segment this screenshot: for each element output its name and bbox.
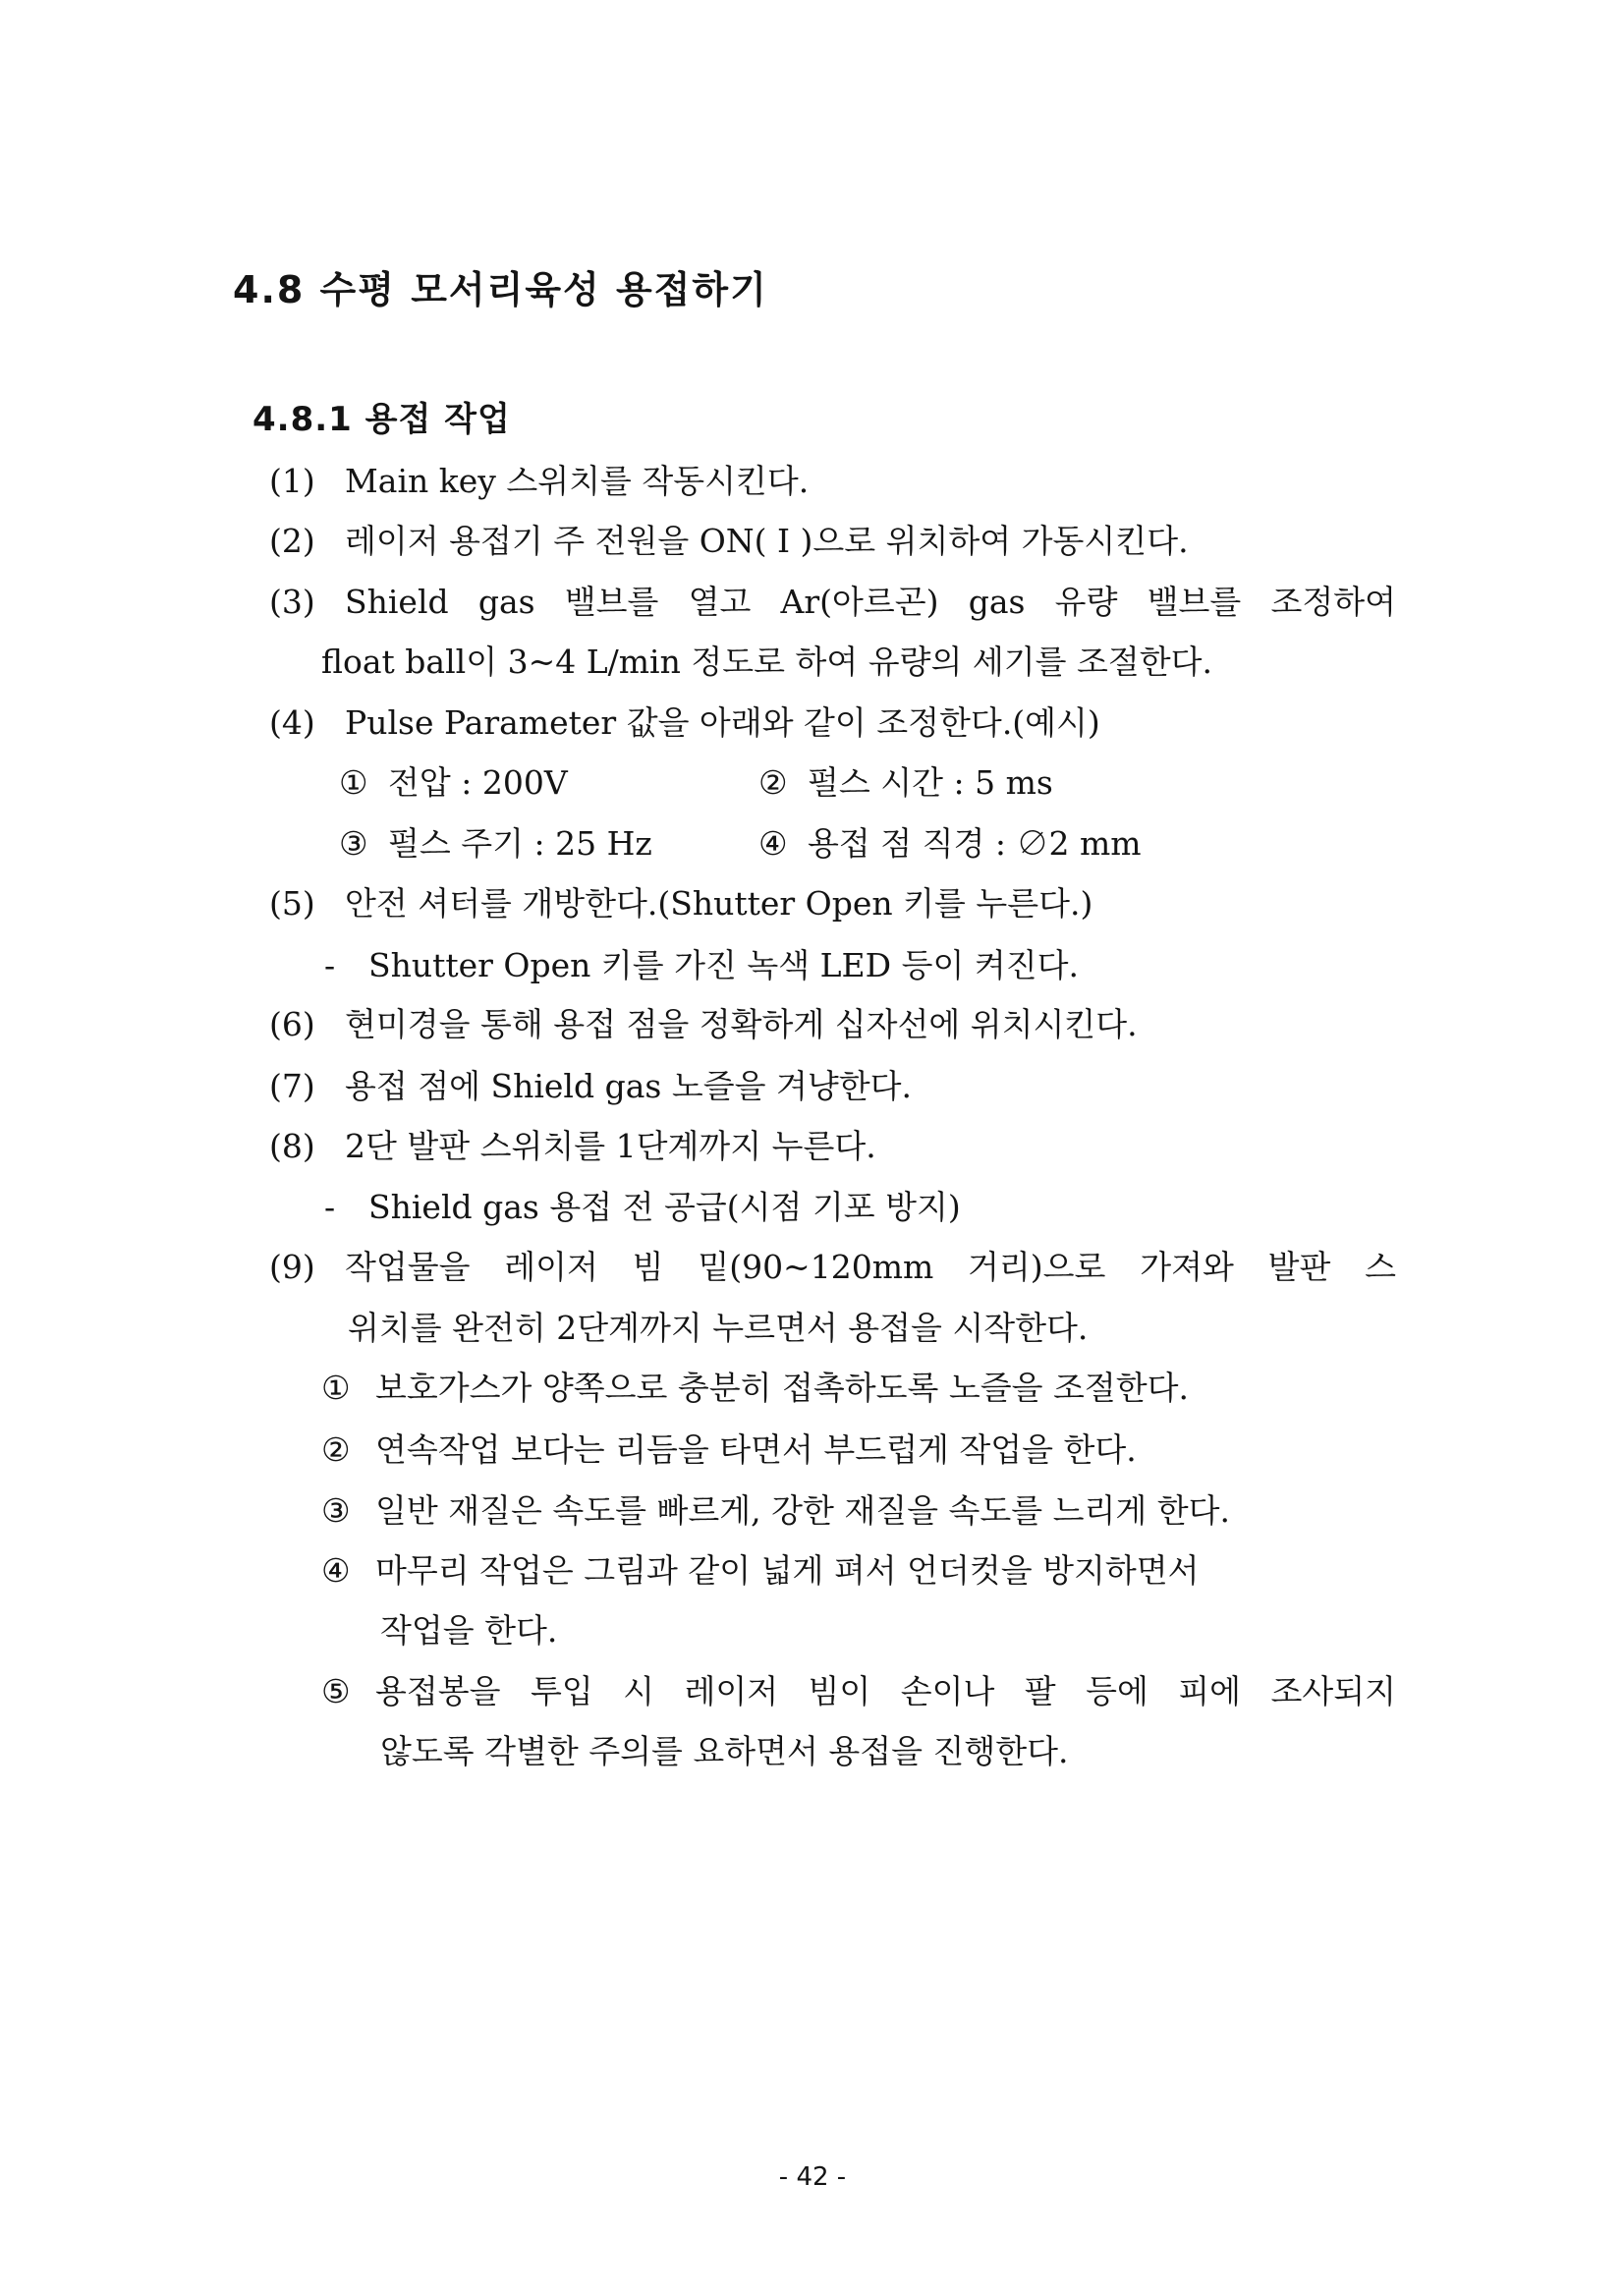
step-number: (6) [269,1005,315,1043]
param-text: 펄스 주기 : 25 Hz [388,824,652,863]
tip-text: 마무리 작업은 그림과 같이 넓게 펴서 언더컷을 방지하면서 [375,1551,1200,1590]
step-4 [269,694,1100,753]
param-marker: ④ [758,824,788,863]
step-text: 용접 점에 Shield gas 노즐을 겨냥한다. [345,1067,912,1105]
tip-text: 일반 재질은 속도를 빠르게, 강한 재질을 속도를 느리게 한다. [375,1491,1230,1530]
step-7 [269,1057,912,1116]
param-voltage [339,754,568,812]
tip-2 [321,1421,1137,1480]
step-number: (1) [269,462,315,500]
tip-text: 용접봉을 투입 시 레이저 빔이 손이나 팔 등에 피에 조사되지 [375,1672,1396,1710]
tip-marker: ① [321,1369,351,1407]
step-number: (9) [269,1248,315,1286]
param-text: 전압 : 200V [388,763,568,802]
step-text: 2단 발판 스위치를 1단계까지 누른다. [345,1127,876,1165]
tip-text: 보호가스가 양쪽으로 충분히 접촉하도록 노즐을 조절한다. [375,1369,1190,1407]
step-number: (3) [269,583,315,621]
tip-text: 연속작업 보다는 리듬을 타면서 부드럽게 작업을 한다. [375,1430,1137,1469]
step-8 [269,1117,876,1176]
dash-marker: - [324,1188,336,1226]
step-6 [269,995,1138,1054]
tip-3 [321,1482,1230,1540]
step-number: (4) [269,703,315,742]
step-text: 레이저 용접기 주 전원을 ON( I )으로 위치하여 가동시킨다. [345,522,1189,560]
param-text: 펄스 시간 : 5 ms [808,763,1053,802]
step-8-note [324,1178,961,1237]
param-text: 용접 점 직경 : ∅2 mm [808,824,1142,863]
param-pulse-time [758,754,1053,812]
step-1 [269,452,809,511]
param-marker: ② [758,763,788,802]
tip-marker: ③ [321,1491,351,1530]
step-number: (2) [269,522,315,560]
step-text: Shield gas 밸브를 열고 Ar(아르곤) gas 유량 밸브를 조정하여 [345,583,1396,621]
step-3-continuation: float ball이 3~4 L/min 정도로 하여 유량의 세기를 조절한다. [321,643,1212,681]
step-text: Main key 스위치를 작동시킨다. [345,462,810,500]
step-5-note [324,936,1079,995]
step-9 [269,1238,1396,1297]
tip-1 [321,1359,1189,1418]
step-text: 안전 셔터를 개방한다.(Shutter Open 키를 누른다.) [345,884,1093,923]
step-text: Pulse Parameter 값을 아래와 같이 조정한다.(예시) [345,703,1100,742]
step-text: 현미경을 통해 용접 점을 정확하게 십자선에 위치시킨다. [345,1005,1138,1043]
dash-marker: - [324,946,336,984]
param-marker: ① [339,763,368,802]
step-3 [269,573,1396,632]
tip-marker: ② [321,1430,351,1469]
step-number: (8) [269,1127,315,1165]
subsection-heading: 4.8.1 용접 작업 [252,400,511,439]
step-text: 작업물을 레이저 빔 밑(90~120mm 거리)으로 가져와 발판 스 [345,1248,1396,1286]
param-pulse-period [339,814,652,873]
note-text: Shield gas 용접 전 공급(시점 기포 방지) [368,1188,961,1226]
step-2 [269,512,1189,571]
tip-4-continuation: 작업을 한다. [380,1611,558,1650]
note-text: Shutter Open 키를 가진 녹색 LED 등이 켜진다. [368,946,1079,984]
step-number: (7) [269,1067,315,1105]
page-number: - 42 - [778,2162,847,2192]
step-9-continuation: 위치를 완전히 2단계까지 누르면서 용접을 시작한다. [348,1309,1089,1347]
tip-5-continuation: 않도록 각별한 주의를 요하면서 용접을 진행한다. [380,1732,1069,1770]
tip-5 [321,1662,1396,1721]
tip-marker: ⑤ [321,1672,351,1710]
param-marker: ③ [339,824,368,863]
section-heading: 4.8 수평 모서리육성 용접하기 [233,268,768,311]
step-5 [269,874,1092,933]
tip-marker: ④ [321,1551,351,1590]
tip-4 [321,1541,1200,1600]
param-spot-diameter [758,814,1142,873]
step-number: (5) [269,884,315,923]
